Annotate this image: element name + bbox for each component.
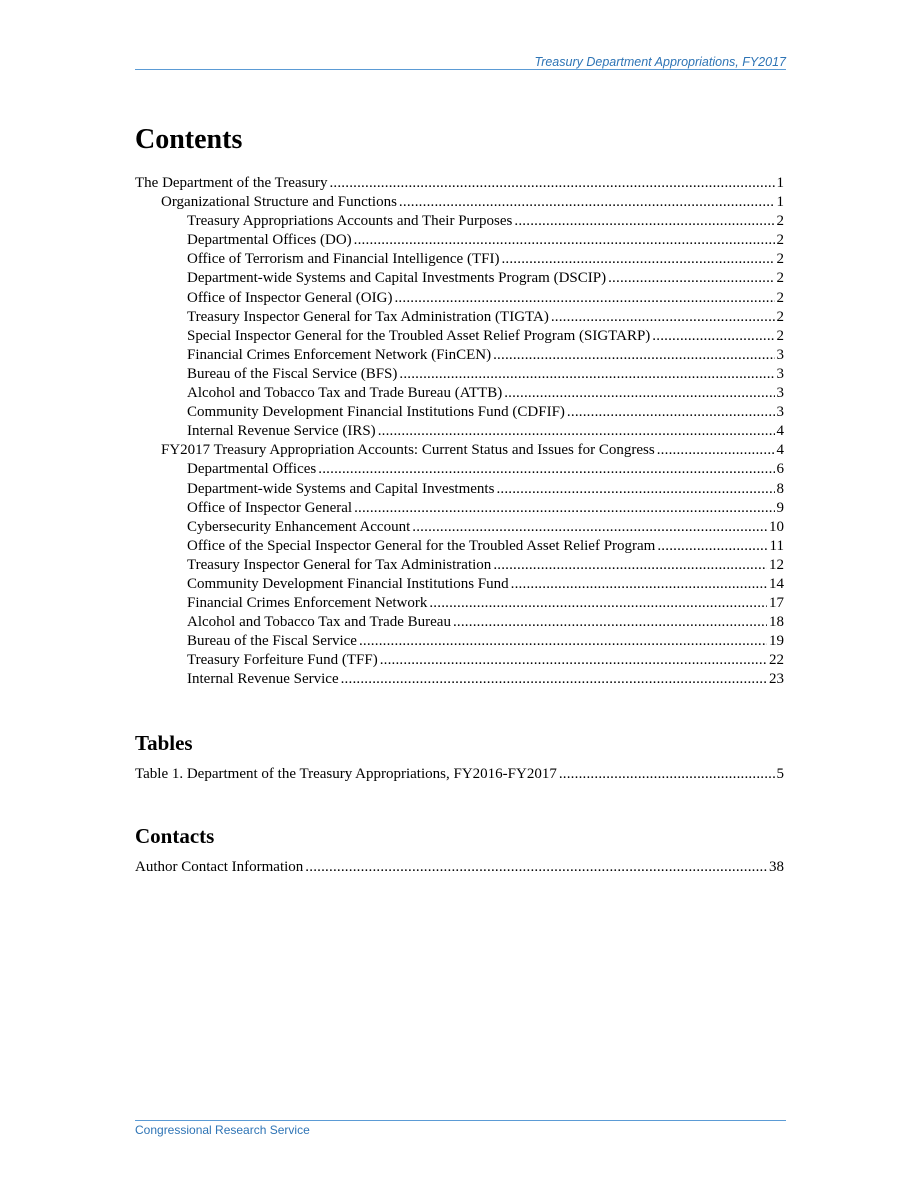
contents-toc-entry[interactable] — [135, 575, 784, 594]
dot-leader — [608, 269, 774, 288]
contents-heading: Contents — [135, 124, 243, 155]
dot-leader — [657, 441, 775, 460]
contacts-toc — [135, 858, 784, 877]
contents-toc-entry[interactable] — [135, 384, 784, 403]
tables-heading: Tables — [135, 731, 193, 755]
toc-entry-title[interactable]: Bureau of the Fiscal Service — [187, 633, 357, 650]
toc-entry-title[interactable]: Office of Inspector General (OIG) — [187, 289, 393, 306]
dot-leader — [652, 327, 774, 346]
toc-entry-title[interactable]: Office of the Special Inspector General for the Troubled Asset Relief Program — [187, 537, 656, 554]
toc-entry-page-number[interactable]: 5 — [776, 766, 784, 782]
toc-entry-title[interactable]: Special Inspector General for the Troubled Asset Relief Program (SIGTARP) — [187, 327, 651, 344]
contents-toc-entry[interactable] — [135, 460, 784, 479]
dot-leader — [504, 384, 774, 403]
toc-entry-page-number[interactable]: 1 — [776, 194, 784, 211]
toc-entry-title[interactable]: Departmental Offices — [187, 461, 317, 478]
toc-entry-page-number[interactable]: 17 — [769, 595, 784, 612]
contacts-toc-entry[interactable] — [135, 858, 784, 877]
toc-entry-title[interactable]: Departmental Offices (DO) — [187, 232, 352, 249]
toc-entry-title[interactable]: Community Development Financial Institutions Fund (CDFIF) — [187, 404, 565, 421]
toc-entry-page-number[interactable]: 1 — [776, 175, 784, 191]
dot-leader — [657, 537, 767, 556]
toc-entry-title[interactable]: Treasury Inspector General for Tax Administration — [187, 556, 492, 573]
toc-entry-page-number[interactable]: 2 — [776, 232, 784, 249]
contents-toc-entry[interactable] — [135, 212, 784, 231]
contents-toc — [135, 174, 784, 690]
dot-leader — [493, 556, 767, 575]
running-header: Treasury Department Appropriations, FY2017 — [534, 55, 786, 69]
dot-leader — [378, 422, 775, 441]
toc-entry-page-number[interactable]: 11 — [769, 537, 784, 554]
toc-entry-title[interactable]: Office of Inspector General — [187, 499, 353, 516]
dot-leader — [305, 858, 767, 877]
contents-toc-entry[interactable] — [135, 327, 784, 346]
dot-leader — [318, 460, 774, 479]
toc-entry-title[interactable]: Financial Crimes Enforcement Network — [187, 595, 428, 612]
toc-entry-page-number[interactable]: 3 — [776, 385, 784, 402]
contents-toc-entry[interactable] — [135, 441, 784, 460]
footer-text: Congressional Research Service — [135, 1123, 310, 1137]
contents-toc-entry[interactable] — [135, 651, 784, 670]
contents-toc-entry[interactable] — [135, 632, 784, 651]
dot-leader — [429, 594, 767, 613]
dot-leader — [559, 765, 775, 784]
contents-toc-entry[interactable] — [135, 537, 784, 556]
toc-entry-title[interactable]: The Department of the Treasury — [135, 175, 328, 191]
header-rule — [135, 69, 786, 70]
contents-toc-entry[interactable] — [135, 346, 784, 365]
toc-entry-page-number[interactable]: 2 — [776, 270, 784, 287]
contents-toc-entry[interactable] — [135, 365, 784, 384]
toc-entry-title[interactable]: Community Development Financial Institutions Fund — [187, 575, 509, 592]
toc-entry-page-number[interactable]: 4 — [776, 423, 784, 440]
footer-rule — [135, 1120, 786, 1121]
toc-entry-page-number[interactable]: 12 — [769, 556, 784, 573]
toc-entry-title[interactable]: Internal Revenue Service — [187, 671, 339, 688]
toc-entry-title[interactable]: Bureau of the Fiscal Service (BFS) — [187, 365, 398, 382]
contents-toc-entry[interactable] — [135, 289, 784, 308]
contents-toc-entry[interactable] — [135, 403, 784, 422]
toc-entry-page-number[interactable]: 2 — [776, 251, 784, 268]
dot-leader — [380, 651, 767, 670]
contents-toc-entry[interactable] — [135, 250, 784, 269]
toc-entry-title[interactable]: Department-wide Systems and Capital Investments — [187, 480, 495, 497]
toc-entry-page-number[interactable]: 9 — [776, 499, 784, 516]
contents-toc-entry[interactable] — [135, 269, 784, 288]
toc-entry-title[interactable]: Organizational Structure and Functions — [161, 194, 397, 211]
toc-entry-page-number[interactable]: 18 — [769, 614, 784, 631]
toc-entry-title[interactable]: Alcohol and Tobacco Tax and Trade Bureau (ATTB) — [187, 385, 503, 402]
contents-toc-entry[interactable] — [135, 174, 784, 193]
contents-toc-entry[interactable] — [135, 480, 784, 499]
dot-leader — [359, 632, 767, 651]
contents-toc-entry[interactable] — [135, 594, 784, 613]
dot-leader — [493, 346, 774, 365]
contents-toc-entry[interactable] — [135, 518, 784, 537]
tables-toc — [135, 765, 784, 784]
contents-toc-entry[interactable] — [135, 308, 784, 327]
contents-toc-entry[interactable] — [135, 422, 784, 441]
contacts-heading: Contacts — [135, 824, 215, 848]
toc-entry-title[interactable]: Cybersecurity Enhancement Account — [187, 518, 411, 535]
toc-entry-title[interactable]: Author Contact Information — [135, 859, 304, 875]
dot-leader — [567, 403, 775, 422]
toc-entry-page-number[interactable]: 10 — [769, 518, 784, 535]
dot-leader — [496, 480, 774, 499]
contents-toc-entry[interactable] — [135, 670, 784, 689]
toc-entry-page-number[interactable]: 3 — [776, 404, 784, 421]
tables-toc-entry[interactable] — [135, 765, 784, 784]
toc-entry-title[interactable]: Department-wide Systems and Capital Investments Program (DSCIP) — [187, 270, 607, 287]
toc-entry-page-number[interactable]: 3 — [776, 365, 784, 382]
toc-entry-page-number[interactable]: 14 — [769, 575, 784, 592]
contents-toc-entry[interactable] — [135, 193, 784, 212]
dot-leader — [329, 174, 774, 193]
contents-toc-entry[interactable] — [135, 231, 784, 250]
toc-entry-title[interactable]: Treasury Forfeiture Fund (TFF) — [187, 652, 378, 669]
dot-leader — [394, 289, 774, 308]
toc-entry-title[interactable]: Office of Terrorism and Financial Intelligence (TFI) — [187, 251, 500, 268]
dot-leader — [399, 193, 775, 212]
dot-leader — [453, 613, 767, 632]
contents-toc-entry[interactable] — [135, 499, 784, 518]
toc-entry-page-number[interactable]: 19 — [769, 633, 784, 650]
toc-entry-title[interactable]: FY2017 Treasury Appropriation Accounts: Current Status and Issues for Congress — [161, 442, 655, 459]
toc-entry-page-number[interactable]: 38 — [769, 859, 784, 875]
dot-leader — [514, 212, 774, 231]
toc-entry-title[interactable]: Treasury Appropriations Accounts and Their Purposes — [187, 213, 513, 230]
toc-entry-page-number[interactable]: 6 — [776, 461, 784, 478]
toc-entry-title[interactable]: Financial Crimes Enforcement Network (FinCEN) — [187, 346, 492, 363]
toc-entry-page-number[interactable]: 23 — [769, 671, 784, 688]
toc-entry-title[interactable]: Internal Revenue Service (IRS) — [187, 423, 376, 440]
toc-entry-title[interactable]: Alcohol and Tobacco Tax and Trade Bureau — [187, 614, 451, 631]
dot-leader — [412, 518, 767, 537]
toc-entry-page-number[interactable]: 8 — [776, 480, 784, 497]
toc-entry-page-number[interactable]: 2 — [776, 213, 784, 230]
dot-leader — [399, 365, 774, 384]
toc-entry-title[interactable]: Table 1. Department of the Treasury Appropriations, FY2016-FY2017 — [135, 766, 557, 782]
dot-leader — [354, 499, 774, 518]
toc-entry-page-number[interactable]: 3 — [776, 346, 784, 363]
dot-leader — [511, 575, 767, 594]
dot-leader — [551, 308, 775, 327]
toc-entry-page-number[interactable]: 4 — [776, 442, 784, 459]
dot-leader — [354, 231, 775, 250]
contents-toc-entry[interactable] — [135, 613, 784, 632]
dot-leader — [501, 250, 774, 269]
toc-entry-page-number[interactable]: 2 — [776, 289, 784, 306]
toc-entry-title[interactable]: Treasury Inspector General for Tax Administration (TIGTA) — [187, 308, 549, 325]
toc-entry-page-number[interactable]: 2 — [776, 308, 784, 325]
toc-entry-page-number[interactable]: 22 — [769, 652, 784, 669]
dot-leader — [341, 670, 767, 689]
contents-toc-entry[interactable] — [135, 556, 784, 575]
toc-entry-page-number[interactable]: 2 — [776, 327, 784, 344]
